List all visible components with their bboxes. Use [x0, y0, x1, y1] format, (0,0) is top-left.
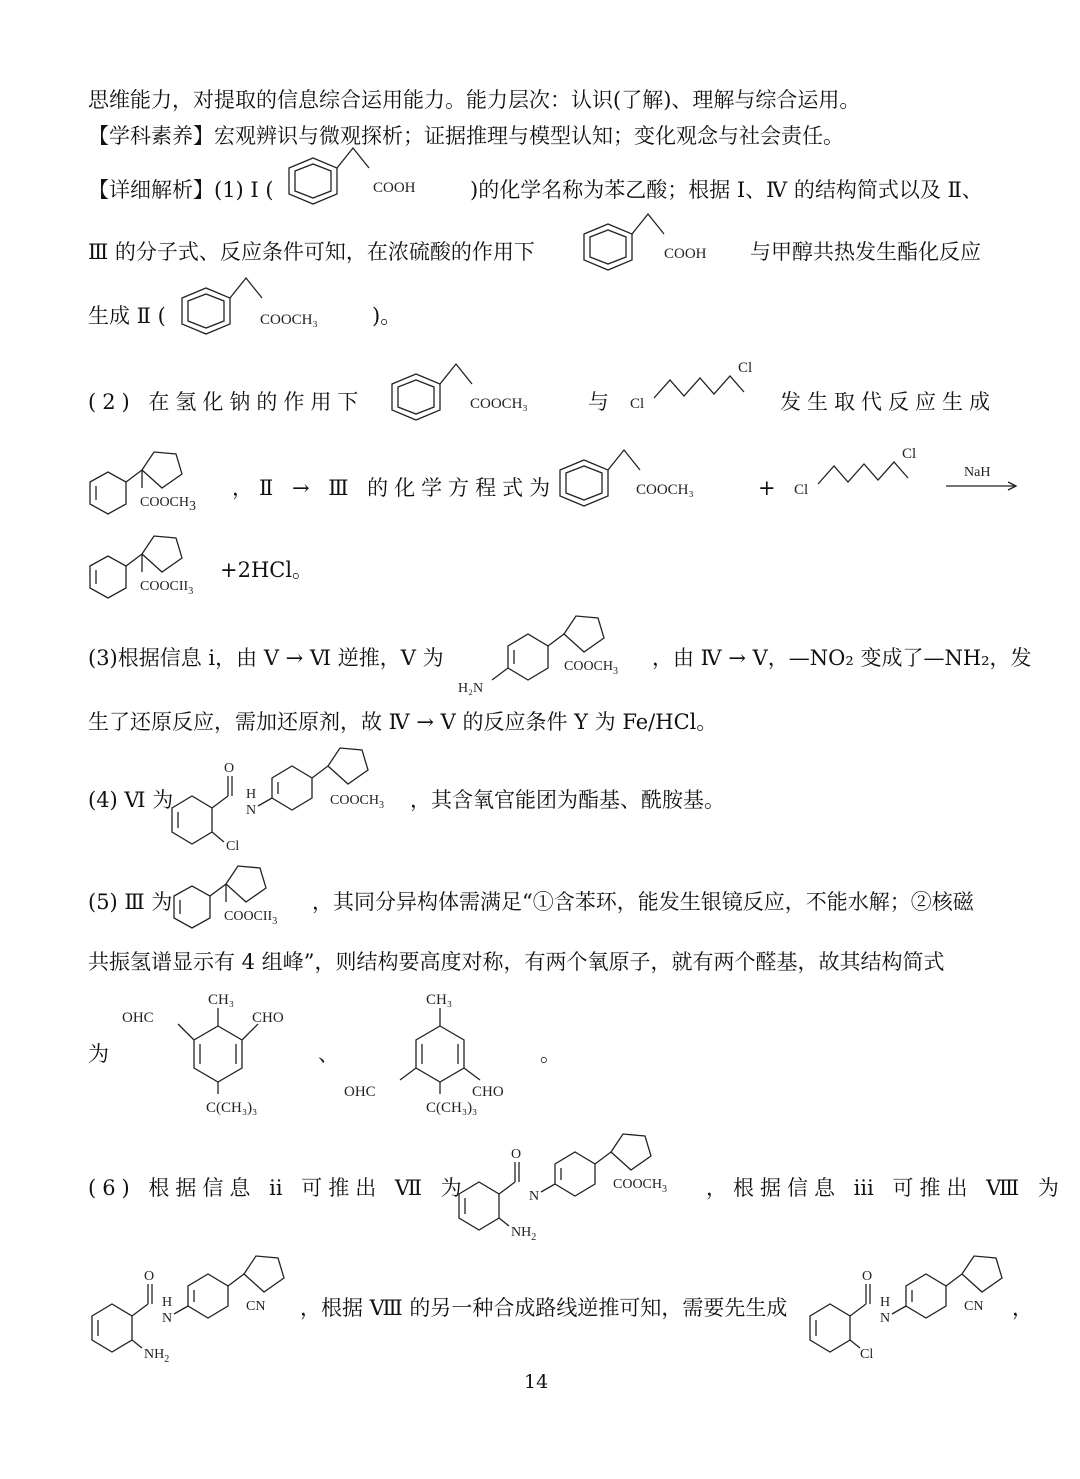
text-line: 【学科素养】宏观辨识与微观探析；证据推理与模型认知；变化观念与社会责任。	[88, 124, 844, 148]
label-cooh: COOH	[664, 246, 707, 262]
svg-text:COOCH3	[330, 793, 384, 811]
text-line: 发生取代反应生成	[780, 390, 996, 414]
label-h: H	[246, 787, 257, 802]
svg-text:NH2: $NH_2$	[144, 1347, 170, 1365]
methyl-phenylacetate-structure	[388, 376, 578, 426]
label-cooch: COOCH	[564, 659, 614, 674]
text-line: 共振氢谱显示有 4 组峰”，则结构要高度对称，有两个氧原子，就有两个醛基，故其结构简式	[88, 950, 945, 974]
page-number: 14	[524, 1371, 549, 1393]
label-o: O	[511, 1147, 522, 1162]
label-n: N	[162, 1311, 173, 1326]
methyl-phenylacetate-structure	[178, 290, 368, 340]
label-cooh: COOH	[373, 180, 416, 196]
compound-vii-structure	[455, 1132, 705, 1242]
label-cooch: COOCH	[140, 495, 190, 510]
text-line: (2) 在氢化钠的作用下	[88, 390, 365, 414]
label-cooch3: COOCH₃	[636, 482, 694, 498]
label-cooch: COOCH	[613, 1177, 663, 1192]
label-cho: CHO	[252, 1010, 284, 1026]
label-cl: Cl	[860, 1347, 874, 1362]
compound-vi-structure	[168, 746, 418, 852]
aminophenyl-cyclopentane-ester-structure	[456, 614, 656, 700]
text-line: ，其含氧官能团为酯基、酰胺基。	[410, 788, 725, 812]
chloro-amide-nitrile-structure	[806, 1254, 1016, 1364]
label-cho: CHO	[472, 1084, 504, 1100]
label-ch3: CH₃	[208, 992, 235, 1008]
label-cooch3: COOCH₃	[260, 312, 318, 328]
text-line: )的化学名称为苯乙酸；根据 Ⅰ、Ⅳ 的结构简式以及 Ⅱ、	[470, 178, 983, 202]
svg-text:NH2: $NH_2$	[511, 1225, 537, 1243]
label-nh: NH	[511, 1225, 532, 1240]
label-ohc: OHC	[122, 1010, 154, 1026]
label-o: O	[224, 761, 235, 776]
plus-sign: +	[758, 476, 776, 500]
text-line: ，根据信息 ⅲ 可推出 Ⅷ 为	[706, 1176, 1065, 1200]
text-line: 。	[540, 1042, 561, 1066]
text-line: +2HCl。	[220, 558, 314, 582]
text-line: 【详细解析】(1) Ⅰ (	[88, 178, 274, 202]
label-coocii: COOCII	[224, 909, 273, 924]
reagent-label: NaH	[964, 465, 991, 480]
reaction-arrow	[944, 462, 1020, 496]
text-line: ，由 Ⅳ → Ⅴ，—NO₂ 变成了—NH₂，发	[652, 646, 1032, 670]
methyl-phenylacetate-structure	[556, 462, 746, 512]
label-cl: Cl	[738, 360, 753, 376]
cyclopentane-ester-structure	[88, 448, 228, 518]
text-line: 思维能力，对提取的信息综合运用能力。能力层次：认识(了解)、理解与综合运用。	[88, 88, 861, 112]
text-line: ，根据 Ⅷ 的另一种合成路线逆推可知，需要先生成	[300, 1296, 788, 1320]
isomer-structure-1	[118, 984, 328, 1118]
dichlorobutane-structure	[628, 350, 778, 420]
text-line: (4) Ⅵ 为	[88, 788, 174, 812]
label-cooch3: COOCH₃	[470, 396, 528, 412]
subscript-3: 3	[188, 586, 194, 597]
subscript-3: 3	[662, 1184, 668, 1195]
label-cl: Cl	[630, 396, 645, 412]
label-h2n: H₂N	[458, 681, 484, 696]
text-line: 生成 Ⅱ (	[88, 304, 166, 328]
svg-text:COOCH3	[564, 659, 618, 677]
label-coocii: COOCII	[140, 579, 189, 594]
text-line: )。	[372, 304, 402, 328]
compound-viii-structure	[88, 1254, 298, 1364]
label-nh: NH	[144, 1347, 165, 1362]
cyclopentane-ester-structure	[88, 532, 228, 602]
label-h: H	[162, 1295, 173, 1310]
label-o: O	[862, 1269, 873, 1284]
text-line: 为	[88, 1042, 109, 1066]
label-tbu: C(CH₃)₃	[206, 1100, 258, 1116]
text-line: 与	[588, 390, 609, 414]
subscript-3: 3	[613, 666, 619, 677]
label-cn: CN	[246, 1299, 266, 1314]
text-line: 与甲醇共热发生酯化反应	[750, 240, 981, 264]
subscript-3: 3	[272, 916, 278, 927]
text-line: ，其同分异构体需满足“①含苯环，能发生银镜反应，不能水解；②核磁	[312, 890, 974, 914]
label-cn: CN	[964, 1299, 984, 1314]
dichlorobutane-structure	[792, 436, 942, 506]
text-line: 生了还原反应，需加还原剂，故 Ⅳ → Ⅴ 的反应条件 Y 为 Fe/HCl。	[88, 710, 718, 734]
text-line: (3)根据信息 ⅰ，由 Ⅴ → Ⅵ 逆推，Ⅴ 为	[88, 646, 444, 670]
subscript-3: 3	[379, 800, 385, 811]
label-n: N	[246, 803, 257, 818]
phenylacetic-acid-structure	[285, 160, 445, 210]
label-n: N	[880, 1311, 891, 1326]
text-line: ，Ⅱ → Ⅲ 的化学方程式为	[232, 476, 557, 500]
separator: 、	[318, 1042, 339, 1066]
svg-text:COOCH₃	[470, 396, 528, 412]
svg-text:COOCH3	[613, 1177, 667, 1195]
subscript-3: 3	[189, 499, 197, 514]
isomer-structure-2	[340, 984, 550, 1118]
svg-text:COOCH₃	[260, 312, 318, 328]
text-line: (6) 根据信息 ⅱ 可推出 Ⅶ 为	[88, 1176, 468, 1200]
text-line: Ⅲ 的分子式、反应条件可知，在浓硫酸的作用下	[88, 240, 535, 264]
svg-text:COOCII3	[140, 579, 193, 597]
label-tbu: C(CH₃)₃	[426, 1100, 478, 1116]
cyclopentane-ester-structure	[172, 862, 312, 932]
label-cooch: COOCH	[330, 793, 380, 808]
label-n: N	[529, 1189, 540, 1204]
label-cl: Cl	[902, 446, 917, 462]
label-cl: Cl	[794, 482, 809, 498]
label-h: H	[880, 1295, 891, 1310]
label-ch3: CH₃	[426, 992, 453, 1008]
phenylacetic-acid-structure	[580, 226, 740, 276]
label-o: O	[144, 1269, 155, 1284]
text-line: (5) Ⅲ 为	[88, 890, 173, 914]
label-ohc: OHC	[344, 1084, 376, 1100]
svg-text:COOCH3	[140, 495, 196, 514]
svg-text:COOCII3	[224, 909, 277, 927]
label-cl: Cl	[226, 839, 240, 854]
text-line: ，	[1012, 1296, 1033, 1320]
svg-text:COOCH₃	[636, 482, 694, 498]
